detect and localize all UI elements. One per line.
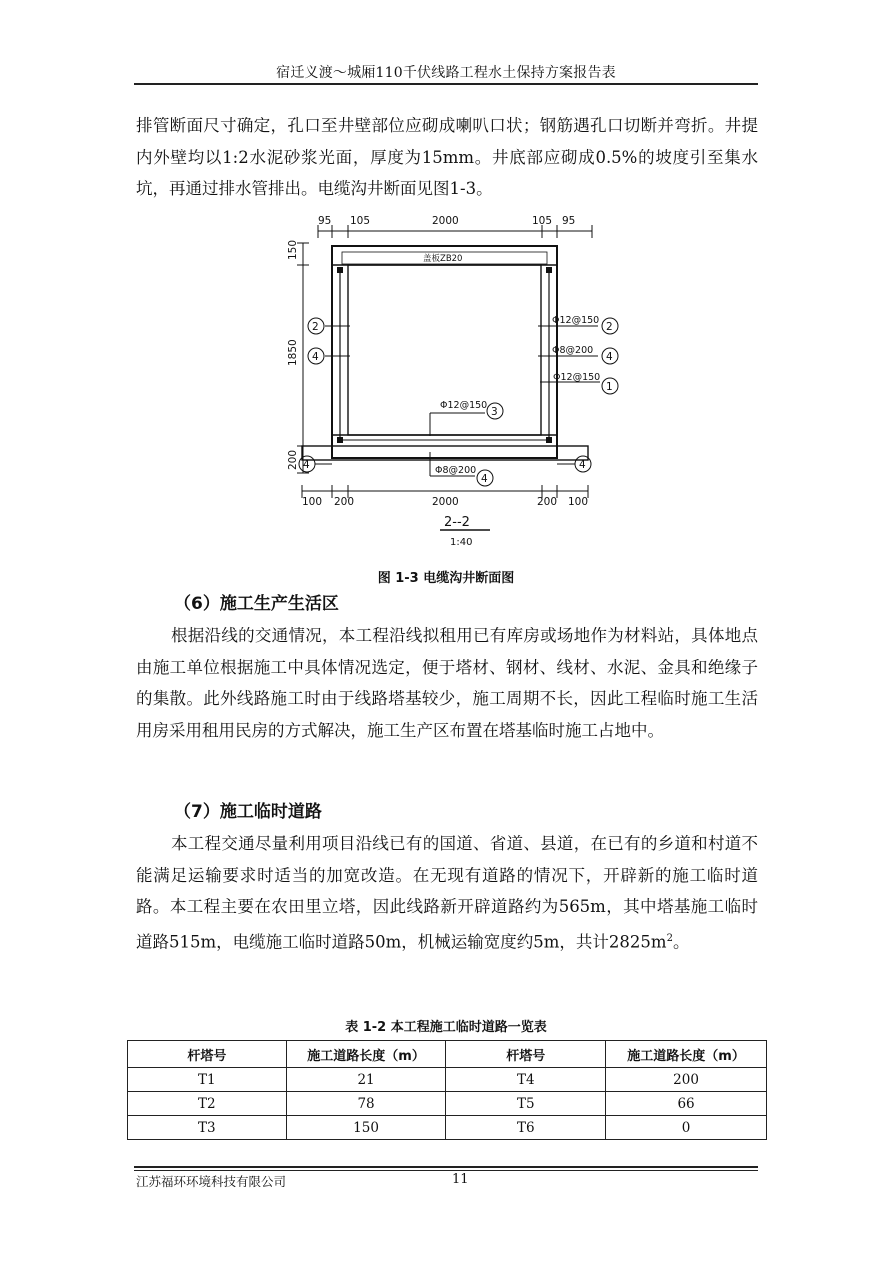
top-dim-105-left: 105 <box>350 215 371 227</box>
section7-body-superscript: 2 <box>666 932 673 944</box>
section7-body-text: 本工程交通尽量利用项目沿线已有的国道、省道、县道，在已有的乡道和村道不能满足运输要求时适当的加宽改造。在无现有道路的情况下，开辟新的施工临时道路。本工程主要在农田里立塔，因此线路新开辟道路约为565m，其中塔基施工临时道路515m，电缆施工临时道路50m，机械运输宽度约5m，共计2825m <box>136 834 758 951</box>
section7-heading: （7）施工临时道路 <box>174 802 322 822</box>
rebar-label-4: Φ12@150 <box>440 400 488 411</box>
top-dim-95-right: 95 <box>562 215 576 227</box>
cable-well-section-figure <box>280 208 620 553</box>
bottom-dim-2000: 2000 <box>432 496 459 508</box>
intro-paragraph: 排管断面尺寸确定，孔口至井壁部位应砌成喇叭口状；钢筋遇孔口切断并弯折。井提内外壁均以1:2水泥砂浆光面，厚度为15mm。井底部应砌成0.5%的坡度引至集水坑，再通过排水管排出。电缆沟井断面见图1-3。 <box>136 116 758 198</box>
rebar-label-1: Φ12@150 <box>552 315 600 326</box>
header-tower-no-2: 杆塔号 <box>446 1041 606 1068</box>
marker-2-right: 2 <box>606 321 613 333</box>
section7-body-end: 。 <box>672 932 690 951</box>
section6-heading: （6）施工生产生活区 <box>174 594 339 614</box>
table-cell: 78 <box>286 1092 446 1116</box>
left-dim-1850: 1850 <box>287 339 299 366</box>
footer-company: 江苏福环环境科技有限公司 <box>136 1174 287 1189</box>
left-dim-200: 200 <box>287 449 299 470</box>
table-cell: 21 <box>286 1068 446 1092</box>
table-row <box>128 1092 767 1116</box>
marker-4-left: 4 <box>312 351 319 363</box>
table-row <box>128 1068 767 1092</box>
header-title: 宿迁义渡～城厢110千伏线路工程水土保持方案报告表 <box>276 65 616 81</box>
bottom-dim-100-left: 100 <box>302 496 323 508</box>
rebar-label-2: Φ8@200 <box>552 345 594 356</box>
header-rule <box>134 83 758 85</box>
bottom-dim-200-right: 200 <box>537 496 558 508</box>
top-dim-2000: 2000 <box>432 215 459 227</box>
rebar-label-5: Φ8@200 <box>435 465 477 476</box>
footer-rule-thin <box>134 1170 758 1171</box>
marker-2-left: 2 <box>312 321 319 333</box>
table-cell: 150 <box>286 1116 446 1140</box>
rebar-label-3: Φ12@150 <box>553 372 601 383</box>
table-cell: 66 <box>606 1092 767 1116</box>
marker-4-base-right: 4 <box>579 459 586 471</box>
header-tower-no-1: 杆塔号 <box>128 1041 287 1068</box>
table-cell: T3 <box>128 1116 287 1140</box>
figure-caption: 图 1-3 电缆沟井断面图 <box>377 571 515 586</box>
marker-4-right: 4 <box>606 351 613 363</box>
top-dim-95-left: 95 <box>318 215 332 227</box>
header-road-length-2: 施工道路长度（m） <box>606 1041 767 1068</box>
table-cell: T6 <box>446 1116 606 1140</box>
left-dim-150: 150 <box>287 239 299 260</box>
marker-1-right: 1 <box>606 381 613 393</box>
table-caption: 表 1-2 本工程施工临时道路一览表 <box>345 1020 547 1035</box>
marker-3: 3 <box>491 406 498 418</box>
section7-body <box>136 828 758 958</box>
table-cell: T2 <box>128 1092 287 1116</box>
marker-4-base-left: 4 <box>303 459 310 471</box>
section6-body: 根据沿线的交通情况，本工程沿线拟租用已有库房或场地作为材料站，具体地点由施工单位根据施工中具体情况选定，便于塔材、钢材、线材、水泥、金具和绝缘子的集散。此外线路施工时由于线路塔基较少，施工周期不长，因此工程临时施工生活用房采用租用民房的方式解决，施工生产区布置在塔基临时施工占地中。 <box>136 626 758 740</box>
table-cell: 0 <box>606 1116 767 1140</box>
table-cell: 200 <box>606 1068 767 1092</box>
footer-rule <box>134 1166 758 1168</box>
bottom-dim-200-left: 200 <box>334 496 355 508</box>
top-dim-105-right: 105 <box>532 215 553 227</box>
table-header-row <box>128 1041 767 1068</box>
well-outer-wall <box>332 246 557 458</box>
marker-4-bottom: 4 <box>481 473 488 485</box>
table-cell: T1 <box>128 1068 287 1092</box>
table-cell: T5 <box>446 1092 606 1116</box>
scale-label: 1:40 <box>450 537 473 548</box>
temporary-roads-table <box>127 1040 767 1140</box>
cover-slab-label: 盖板ZB20 <box>423 254 463 264</box>
bottom-dim-100-right: 100 <box>568 496 589 508</box>
table-row <box>128 1116 767 1140</box>
header-road-length-1: 施工道路长度（m） <box>286 1041 446 1068</box>
page-number: 11 <box>452 1172 469 1187</box>
table-cell: T4 <box>446 1068 606 1092</box>
section-label: 2--2 <box>444 515 470 530</box>
